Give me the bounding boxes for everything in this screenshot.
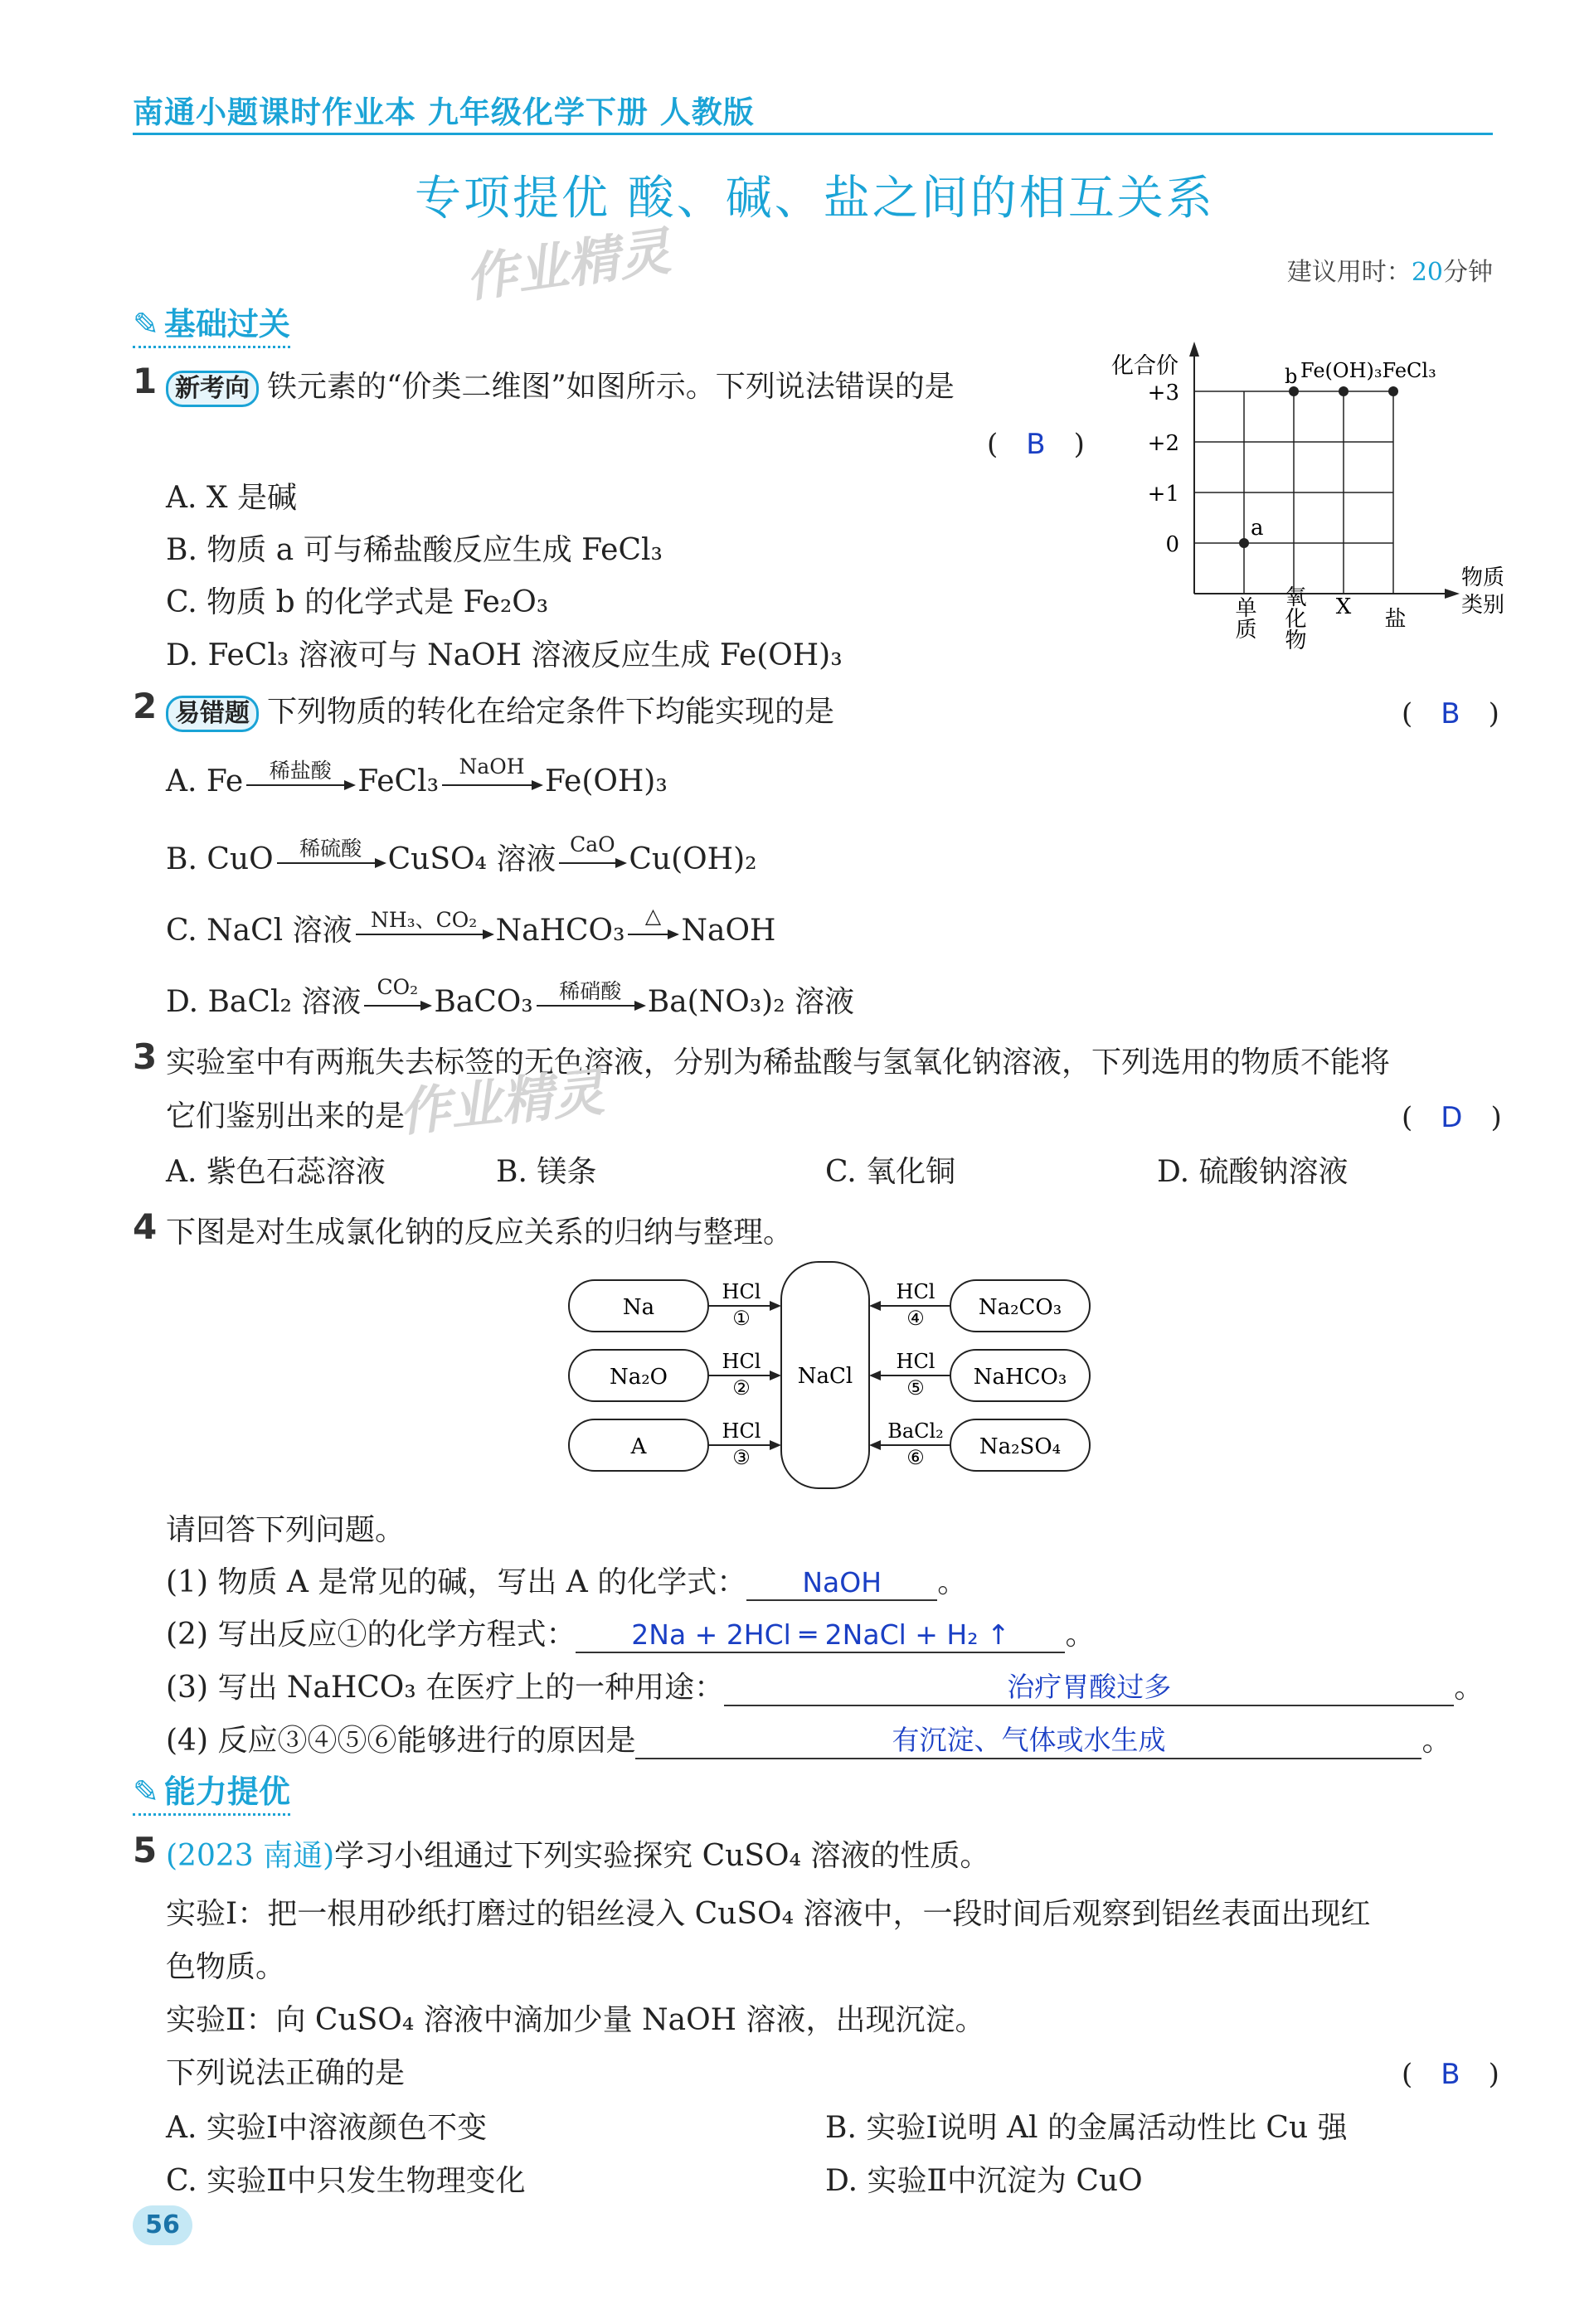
q2d-arrow1 [364,975,430,1005]
xcat-oxide: 氧化物 [1281,585,1306,650]
q4-stem: 下图是对生成氯化钠的反应关系的归纳与整理。 [166,1215,794,1249]
page-number: 56 [133,2205,192,2245]
q2a-cond2: NaOH [459,754,525,779]
q4-sub3 [166,1664,1484,1706]
xcat-x: X [1335,594,1352,619]
q4-sub2-blank [576,1618,1065,1653]
q4-sub3-end: 。 [1454,1671,1485,1705]
q2b-cond1: 稀硫酸 [299,837,362,861]
left-reagent-1: HCl [722,1280,761,1303]
q4-sub3-answer: 治疗胃酸过多 [1007,1671,1172,1703]
nacl-diagram [564,1260,1103,1492]
q2d-cond1: CO₂ [377,975,419,999]
point-b-label: b [1285,365,1298,388]
q4-sub1-question: (1) 物质 A 是常见的碱，写出 A 的化学式： [166,1565,747,1599]
q5-option-d: D. 实验Ⅱ中沉淀为 CuO [825,2164,1143,2198]
q2b-cond2: CaO [570,832,615,856]
book-header: 南通小题课时作业本 九年级化学下册 人教版 [133,95,755,130]
q1-option-a: A. X 是碱 [166,481,297,515]
left-label-1: Na [622,1295,655,1320]
q5-answer: B [1441,2058,1460,2091]
q2d-cond2: 稀硝酸 [559,979,622,1003]
chart-xlabel-2: 类别 [1461,593,1505,618]
ytick-3: +3 [1147,381,1179,405]
q5-stem [166,1832,989,1875]
left-arrowhead-1 [770,1301,781,1311]
chart-xlabel-1: 物质 [1461,565,1505,590]
q2c-end: NaOH [681,914,776,948]
right-label-1: Na₂CO₃ [978,1295,1062,1320]
q2-number: 2 [133,686,158,726]
q2d-arrow2 [537,979,644,1005]
q2a-cond1: 稀盐酸 [269,759,332,783]
q2a-arrow1 [246,759,354,784]
q2d-start: D. BaCl₂ 溶液 [166,985,362,1019]
q2-tag: 易错题 [166,696,259,732]
q5-exp2: 实验Ⅱ：向 CuSO₄ 溶液中滴加少量 NaOH 溶液，出现沉淀。 [166,2003,985,2037]
section-advanced-label: 能力提优 [163,1773,290,1810]
q3-option-a: A. 紫色石蕊溶液 [166,1155,386,1189]
right-arrowhead-1 [869,1301,881,1311]
q3-option-c: C. 氧化铜 [825,1155,956,1189]
q3-option-d: D. 硫酸钠溶液 [1157,1155,1349,1189]
q1-tag: 新考向 [166,371,259,407]
valence-chart [1103,332,1518,680]
q3-answer-box: ( D ) [1402,1101,1502,1134]
q2b-mid: CuSO₄ 溶液 [387,842,556,876]
q5-exp1-line2: 色物质。 [166,1950,286,1984]
q4-sub4 [166,1717,1451,1759]
watermark-2: 作业精灵 [396,1061,607,1143]
q4-sub2 [166,1611,1095,1653]
point-a [1239,538,1249,548]
left-arrowhead-2 [770,1371,781,1380]
q3-stem-2: 它们鉴别出来的是 [166,1099,406,1133]
q2-option-c [166,904,776,949]
right-arrowhead-2 [869,1371,881,1380]
q4-sub1-answer: NaOH [802,1566,882,1599]
ytick-0: 0 [1165,532,1179,557]
q1-number: 1 [133,361,158,401]
q1-stem [166,363,955,407]
q2a-start: A. Fe [166,764,244,798]
q2d-mid: BaCO₃ [434,985,533,1019]
q4-sub1 [166,1559,967,1601]
q2a-arrow2 [442,754,542,784]
header-divider [133,133,1493,135]
left-num-1: ① [732,1307,751,1330]
pencil-icon: ✎ [133,306,159,342]
chart-ylabel: 化合价 [1111,353,1178,379]
q2b-arrow1 [277,837,385,862]
q5-option-b: B. 实验Ⅰ说明 Al 的金属活动性比 Cu 强 [825,2111,1348,2145]
left-arrowhead-3 [770,1440,781,1450]
watermark: 作业精灵 [461,221,674,309]
xcat-element: 单质 [1232,596,1256,639]
q1-answer: B [1026,428,1046,461]
q5-option-c: C. 实验Ⅱ中只发生物理变化 [166,2164,526,2198]
q4-sub3-blank [724,1666,1454,1706]
q5-answer-box: ( B ) [1402,2058,1499,2091]
x-axis-arrow [1445,589,1460,599]
point-x [1339,386,1349,396]
right-label-3: Na₂SO₄ [979,1434,1062,1459]
left-label-3: A [630,1434,647,1459]
left-num-2: ② [732,1376,751,1400]
pencil-icon: ✎ [133,1773,159,1810]
ytick-2: +2 [1147,431,1179,456]
left-label-2: Na₂O [610,1365,668,1390]
q2d-end: Ba(NO₃)₂ 溶液 [647,985,855,1019]
q3-stem-1: 实验室中有两瓶失去标签的无色溶液，分别为稀盐酸与氢氧化钠溶液，下列选用的物质不能将 [166,1046,1391,1080]
q4-sub4-answer: 有沉淀、气体或水生成 [892,1724,1166,1756]
q4-sub1-blank [746,1565,937,1601]
q2c-start: C. NaCl 溶液 [166,914,352,948]
q2-answer: B [1441,697,1460,730]
q2b-end: Cu(OH)₂ [629,842,757,876]
q4-number: 4 [133,1206,158,1247]
q2c-arrow2 [628,904,678,934]
xcat-salt: 盐 [1381,607,1406,628]
q3-answer: D [1441,1101,1463,1134]
q4-sub2-end: 。 [1065,1618,1096,1652]
q4-prompt: 请回答下列问题。 [166,1513,406,1547]
q5-option-a: A. 实验Ⅰ中溶液颜色不变 [166,2111,488,2145]
suggested-time [1287,251,1493,288]
section-basic [133,298,290,348]
point-salt [1388,386,1398,396]
q5-stem-text: 学习小组通过下列实验探究 CuSO₄ 溶液的性质。 [334,1839,990,1873]
q3-number: 3 [133,1036,158,1077]
left-reagent-2: HCl [722,1350,761,1373]
q4-sub3-question: (3) 写出 NaHCO₃ 在医疗上的一种用途： [166,1671,725,1705]
right-reagent-1: HCl [896,1280,936,1303]
q2-stem-text: 下列物质的转化在给定条件下均能实现的是 [267,695,835,729]
chart-top-label: Fe(OH)₃FeCl₃ [1300,359,1436,382]
q2-stem [166,688,834,732]
q2c-cond2: △ [644,904,662,928]
center-label: NaCl [797,1364,853,1389]
q2c-mid: NaHCO₃ [495,914,625,948]
right-label-2: NaHCO₃ [973,1365,1067,1390]
right-num-2: ⑤ [906,1376,925,1400]
q5-question: 下列说法正确的是 [166,2056,406,2090]
q4-sub4-blank [635,1719,1421,1759]
q1-answer-box: ( B ) [987,428,1085,461]
q4-sub2-question: (2) 写出反应①的化学方程式： [166,1618,576,1652]
q4-sub4-question: (4) 反应③④⑤⑥能够进行的原因是 [166,1724,636,1758]
left-num-3: ③ [732,1446,751,1469]
q2a-end: Fe(OH)₃ [545,764,668,798]
q2-option-d [166,975,855,1021]
q2b-start: B. CuO [166,842,274,876]
q2c-arrow1 [356,908,493,934]
left-reagent-3: HCl [722,1419,761,1443]
q2-answer-box: ( B ) [1402,697,1499,730]
q2-option-a [166,754,668,798]
q5-source: (2023 南通) [166,1839,335,1873]
y-axis-arrow [1189,342,1199,357]
q3-option-b: B. 镁条 [496,1155,597,1189]
right-reagent-3: BaCl₂ [887,1419,944,1443]
right-arrowhead-3 [869,1440,881,1450]
q2-option-b [166,832,757,878]
right-num-3: ⑥ [906,1446,925,1469]
point-a-label: a [1251,516,1264,541]
q1-option-d: D. FeCl₃ 溶液可与 NaOH 溶液反应生成 Fe(OH)₃ [166,638,843,672]
q1-option-c: C. 物质 b 的化学式是 Fe₂O₃ [166,585,549,619]
time-unit: 分钟 [1443,258,1493,287]
section-advanced [133,1766,290,1816]
time-label: 建议用时： [1286,258,1412,287]
q2a-mid: FeCl₃ [357,764,440,798]
ytick-1: +1 [1147,482,1179,507]
q5-number: 5 [133,1830,158,1870]
q4-sub1-end: 。 [937,1565,968,1599]
chart-grid [1194,391,1393,594]
q2c-cond1: NH₃、CO₂ [370,908,478,932]
q1-stem-text: 铁元素的“价类二维图”如图所示。下列说法错误的是 [267,370,955,404]
q4-sub4-end: 。 [1421,1724,1452,1758]
right-reagent-2: HCl [896,1350,936,1373]
q4-sub2-answer: 2Na + 2HCl ═ 2NaCl + H₂ ↑ [631,1618,1010,1651]
section-basic-label: 基础过关 [163,306,290,342]
q2b-arrow2 [559,832,625,862]
page-title: 专项提优 酸、碱、盐之间的相互关系 [415,172,1215,226]
q1-option-b: B. 物质 a 可与稀盐酸反应生成 FeCl₃ [166,533,663,567]
time-value: 20 [1411,258,1443,287]
right-num-1: ④ [906,1307,925,1330]
q5-exp1-line1: 实验Ⅰ：把一根用砂纸打磨过的铝丝浸入 CuSO₄ 溶液中，一段时间后观察到铝丝表面出现红 [166,1897,1371,1931]
